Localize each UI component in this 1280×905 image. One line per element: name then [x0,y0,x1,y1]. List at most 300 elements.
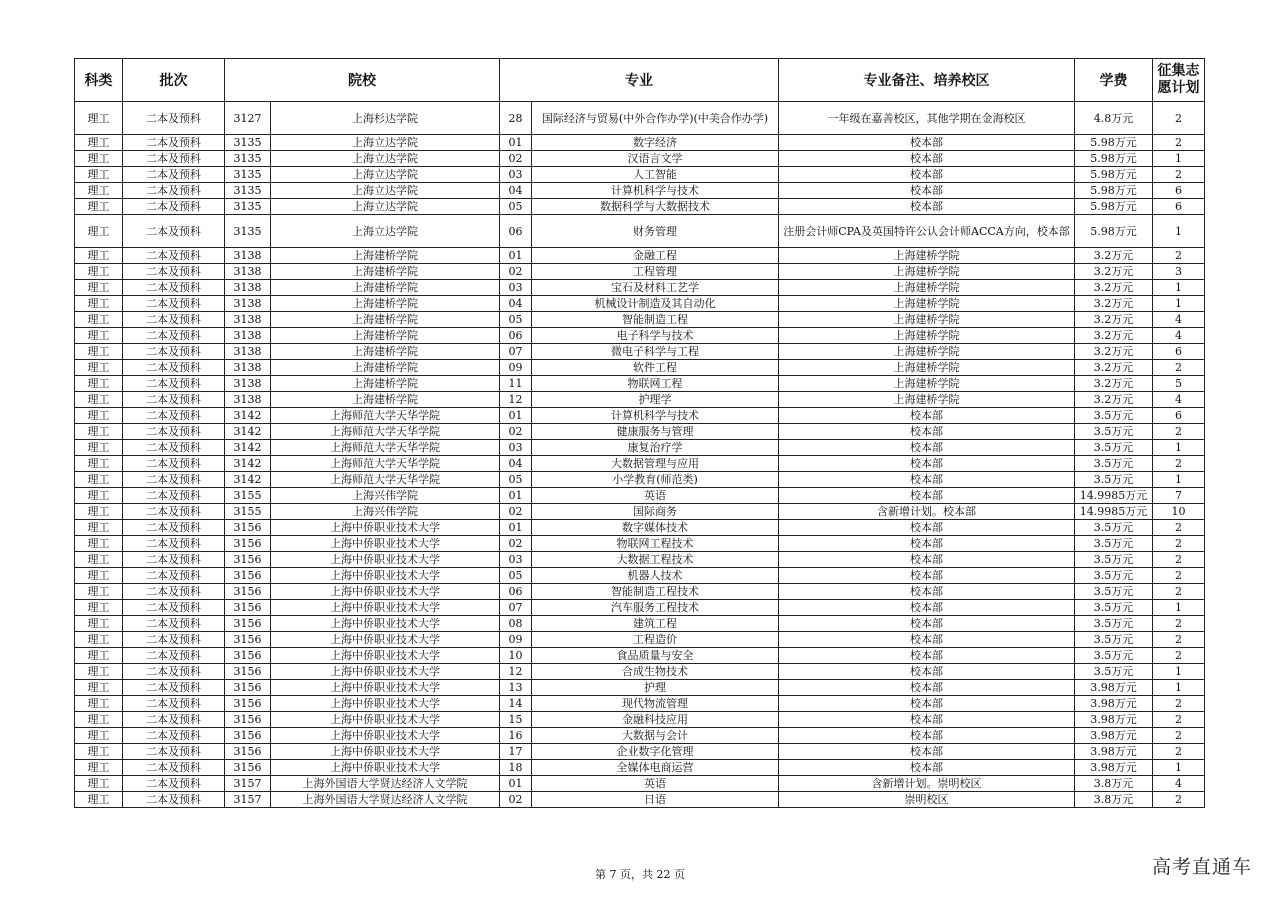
cell-major-name: 人工智能 [532,167,779,183]
cell-major-code: 09 [500,360,532,376]
cell-quota: 1 [1153,664,1205,680]
cell-major-notes: 校本部 [779,472,1075,488]
cell-major-notes: 校本部 [779,584,1075,600]
cell-quota: 1 [1153,472,1205,488]
cell-major-name: 微电子科学与工程 [532,344,779,360]
table-row [75,792,1205,808]
cell-tuition: 3.5万元 [1075,648,1153,664]
cell-major-code: 06 [500,584,532,600]
cell-major-code: 01 [500,135,532,151]
cell-major-code: 04 [500,456,532,472]
table-row [75,552,1205,568]
cell-school-code: 3156 [225,536,271,552]
cell-category: 理工 [75,296,123,312]
cell-school-code: 3156 [225,632,271,648]
cell-major-name: 现代物流管理 [532,696,779,712]
cell-category: 理工 [75,648,123,664]
cell-major-code: 15 [500,712,532,728]
cell-tuition: 3.5万元 [1075,424,1153,440]
cell-batch: 二本及预科 [123,167,225,183]
cell-major-notes: 校本部 [779,664,1075,680]
cell-quota: 2 [1153,248,1205,264]
cell-quota: 1 [1153,600,1205,616]
cell-quota: 4 [1153,776,1205,792]
cell-major-code: 02 [500,151,532,167]
cell-quota: 1 [1153,296,1205,312]
cell-school-name: 上海立达学院 [271,135,500,151]
cell-category: 理工 [75,102,123,135]
cell-batch: 二本及预科 [123,728,225,744]
table-row [75,264,1205,280]
cell-category: 理工 [75,664,123,680]
cell-school-code: 3155 [225,504,271,520]
cell-major-code: 02 [500,424,532,440]
cell-category: 理工 [75,312,123,328]
cell-school-name: 上海师范大学天华学院 [271,472,500,488]
cell-tuition: 3.2万元 [1075,296,1153,312]
cell-major-name: 智能制造工程技术 [532,584,779,600]
cell-major-code: 03 [500,167,532,183]
cell-category: 理工 [75,568,123,584]
cell-major-notes: 校本部 [779,183,1075,199]
cell-major-name: 建筑工程 [532,616,779,632]
cell-quota: 2 [1153,792,1205,808]
cell-major-notes: 校本部 [779,199,1075,215]
table-row [75,408,1205,424]
cell-major-name: 康复治疗学 [532,440,779,456]
cell-batch: 二本及预科 [123,520,225,536]
cell-tuition: 3.5万元 [1075,632,1153,648]
cell-category: 理工 [75,183,123,199]
table-row [75,360,1205,376]
table-row [75,424,1205,440]
cell-category: 理工 [75,248,123,264]
cell-batch: 二本及预科 [123,440,225,456]
cell-major-notes: 一年级在嘉善校区，其他学期在金海校区 [779,102,1075,135]
cell-major-notes: 上海建桥学院 [779,264,1075,280]
cell-tuition: 4.8万元 [1075,102,1153,135]
table-row [75,376,1205,392]
cell-major-name: 物联网工程 [532,376,779,392]
cell-tuition: 3.5万元 [1075,600,1153,616]
cell-school-code: 3135 [225,199,271,215]
cell-major-notes: 校本部 [779,632,1075,648]
cell-major-code: 05 [500,568,532,584]
cell-school-name: 上海中侨职业技术大学 [271,712,500,728]
cell-batch: 二本及预科 [123,568,225,584]
cell-major-code: 01 [500,248,532,264]
cell-major-name: 工程管理 [532,264,779,280]
cell-major-notes: 上海建桥学院 [779,248,1075,264]
cell-quota: 2 [1153,632,1205,648]
table-body [75,102,1205,808]
cell-category: 理工 [75,744,123,760]
cell-major-notes: 上海建桥学院 [779,392,1075,408]
cell-major-code: 08 [500,616,532,632]
table-row [75,199,1205,215]
cell-major-notes: 校本部 [779,488,1075,504]
cell-school-name: 上海师范大学天华学院 [271,408,500,424]
cell-batch: 二本及预科 [123,712,225,728]
table-row [75,183,1205,199]
cell-tuition: 3.2万元 [1075,248,1153,264]
cell-school-code: 3156 [225,680,271,696]
cell-major-name: 企业数字化管理 [532,744,779,760]
cell-major-notes: 含新增计划。崇明校区 [779,776,1075,792]
cell-major-notes: 校本部 [779,536,1075,552]
cell-category: 理工 [75,328,123,344]
cell-tuition: 3.98万元 [1075,680,1153,696]
cell-batch: 二本及预科 [123,584,225,600]
cell-tuition: 3.2万元 [1075,360,1153,376]
cell-major-code: 06 [500,328,532,344]
cell-quota: 2 [1153,712,1205,728]
cell-major-code: 01 [500,776,532,792]
page-footer: 第 7 页，共 22 页 [595,868,685,881]
cell-batch: 二本及预科 [123,376,225,392]
cell-school-code: 3156 [225,552,271,568]
cell-batch: 二本及预科 [123,616,225,632]
cell-batch: 二本及预科 [123,360,225,376]
table-row [75,776,1205,792]
watermark-logo: 高考直通车 [1151,856,1252,878]
cell-major-name: 食品质量与安全 [532,648,779,664]
header-major-notes: 专业备注、培养校区 [779,59,1075,102]
cell-major-name: 工程造价 [532,632,779,648]
cell-major-code: 05 [500,472,532,488]
cell-tuition: 3.2万元 [1075,328,1153,344]
cell-major-code: 02 [500,264,532,280]
cell-school-code: 3156 [225,520,271,536]
cell-school-code: 3138 [225,248,271,264]
cell-batch: 二本及预科 [123,408,225,424]
cell-tuition: 3.98万元 [1075,728,1153,744]
cell-school-code: 3138 [225,392,271,408]
table-row [75,296,1205,312]
cell-school-code: 3138 [225,376,271,392]
cell-school-code: 3138 [225,344,271,360]
cell-tuition: 3.5万元 [1075,616,1153,632]
cell-major-notes: 校本部 [779,712,1075,728]
table-row [75,632,1205,648]
cell-school-name: 上海建桥学院 [271,328,500,344]
cell-major-notes: 校本部 [779,456,1075,472]
cell-major-name: 大数据与会计 [532,728,779,744]
cell-major-name: 物联网工程技术 [532,536,779,552]
cell-quota: 2 [1153,424,1205,440]
cell-major-notes: 校本部 [779,552,1075,568]
cell-tuition: 3.5万元 [1075,568,1153,584]
cell-category: 理工 [75,504,123,520]
cell-tuition: 14.9985万元 [1075,488,1153,504]
cell-school-name: 上海立达学院 [271,199,500,215]
cell-school-code: 3157 [225,776,271,792]
cell-school-code: 3142 [225,472,271,488]
cell-school-code: 3156 [225,664,271,680]
cell-category: 理工 [75,151,123,167]
cell-tuition: 3.98万元 [1075,696,1153,712]
cell-batch: 二本及预科 [123,102,225,135]
cell-tuition: 3.5万元 [1075,408,1153,424]
cell-quota: 2 [1153,520,1205,536]
cell-school-code: 3156 [225,648,271,664]
cell-tuition: 3.5万元 [1075,456,1153,472]
cell-tuition: 3.5万元 [1075,440,1153,456]
table-row [75,584,1205,600]
cell-tuition: 5.98万元 [1075,215,1153,248]
cell-category: 理工 [75,408,123,424]
cell-tuition: 3.5万元 [1075,536,1153,552]
cell-school-name: 上海建桥学院 [271,248,500,264]
cell-school-code: 3135 [225,167,271,183]
cell-quota: 2 [1153,728,1205,744]
cell-tuition: 3.5万元 [1075,520,1153,536]
cell-major-code: 13 [500,680,532,696]
cell-major-name: 护理 [532,680,779,696]
cell-batch: 二本及预科 [123,199,225,215]
cell-batch: 二本及预科 [123,744,225,760]
table-row [75,712,1205,728]
cell-category: 理工 [75,360,123,376]
table-row [75,728,1205,744]
cell-major-notes: 上海建桥学院 [779,312,1075,328]
cell-category: 理工 [75,392,123,408]
cell-school-name: 上海中侨职业技术大学 [271,536,500,552]
cell-school-code: 3156 [225,616,271,632]
cell-school-name: 上海中侨职业技术大学 [271,664,500,680]
cell-tuition: 3.2万元 [1075,344,1153,360]
cell-tuition: 3.8万元 [1075,792,1153,808]
cell-quota: 2 [1153,696,1205,712]
cell-major-code: 11 [500,376,532,392]
cell-major-code: 28 [500,102,532,135]
cell-major-name: 机器人技术 [532,568,779,584]
cell-category: 理工 [75,264,123,280]
cell-quota: 2 [1153,102,1205,135]
cell-category: 理工 [75,728,123,744]
cell-major-name: 数据科学与大数据技术 [532,199,779,215]
cell-major-code: 04 [500,183,532,199]
cell-major-name: 金融科技应用 [532,712,779,728]
cell-major-name: 计算机科学与技术 [532,408,779,424]
cell-major-code: 12 [500,664,532,680]
cell-quota: 1 [1153,151,1205,167]
cell-quota: 6 [1153,344,1205,360]
cell-quota: 7 [1153,488,1205,504]
cell-major-notes: 校本部 [779,600,1075,616]
cell-major-code: 16 [500,728,532,744]
cell-category: 理工 [75,215,123,248]
cell-batch: 二本及预科 [123,600,225,616]
cell-major-name: 汽车服务工程技术 [532,600,779,616]
cell-school-code: 3156 [225,584,271,600]
cell-school-name: 上海中侨职业技术大学 [271,520,500,536]
cell-batch: 二本及预科 [123,151,225,167]
cell-quota: 1 [1153,280,1205,296]
cell-major-name: 护理学 [532,392,779,408]
cell-major-notes: 上海建桥学院 [779,376,1075,392]
cell-major-notes: 校本部 [779,760,1075,776]
cell-school-name: 上海中侨职业技术大学 [271,552,500,568]
cell-quota: 2 [1153,135,1205,151]
cell-tuition: 3.2万元 [1075,280,1153,296]
cell-major-name: 合成生物技术 [532,664,779,680]
cell-tuition: 3.5万元 [1075,472,1153,488]
cell-major-notes: 校本部 [779,135,1075,151]
cell-major-name: 数字经济 [532,135,779,151]
cell-major-notes: 校本部 [779,520,1075,536]
cell-category: 理工 [75,376,123,392]
cell-category: 理工 [75,680,123,696]
cell-major-notes: 校本部 [779,616,1075,632]
cell-major-notes: 校本部 [779,648,1075,664]
cell-quota: 4 [1153,312,1205,328]
header-major: 专业 [500,59,779,102]
cell-quota: 6 [1153,408,1205,424]
cell-major-name: 电子科学与技术 [532,328,779,344]
cell-quota: 4 [1153,392,1205,408]
cell-category: 理工 [75,760,123,776]
cell-tuition: 3.98万元 [1075,760,1153,776]
cell-tuition: 14.9985万元 [1075,504,1153,520]
table-row [75,520,1205,536]
cell-batch: 二本及预科 [123,536,225,552]
cell-batch: 二本及预科 [123,760,225,776]
cell-school-name: 上海师范大学天华学院 [271,440,500,456]
cell-school-name: 上海立达学院 [271,167,500,183]
cell-school-code: 3156 [225,744,271,760]
cell-school-name: 上海中侨职业技术大学 [271,600,500,616]
cell-school-name: 上海中侨职业技术大学 [271,616,500,632]
cell-batch: 二本及预科 [123,264,225,280]
cell-batch: 二本及预科 [123,424,225,440]
cell-school-name: 上海中侨职业技术大学 [271,728,500,744]
cell-quota: 1 [1153,760,1205,776]
table-row [75,102,1205,135]
table-row [75,648,1205,664]
cell-major-code: 04 [500,296,532,312]
cell-major-code: 01 [500,488,532,504]
cell-major-name: 日语 [532,792,779,808]
cell-major-code: 03 [500,280,532,296]
cell-major-code: 03 [500,440,532,456]
cell-school-code: 3135 [225,215,271,248]
cell-major-code: 01 [500,520,532,536]
cell-school-code: 3138 [225,264,271,280]
cell-school-name: 上海建桥学院 [271,280,500,296]
table-row [75,472,1205,488]
table-row [75,600,1205,616]
cell-quota: 4 [1153,328,1205,344]
cell-major-name: 大数据管理与应用 [532,456,779,472]
cell-batch: 二本及预科 [123,680,225,696]
cell-category: 理工 [75,600,123,616]
cell-major-name: 智能制造工程 [532,312,779,328]
cell-category: 理工 [75,472,123,488]
cell-category: 理工 [75,344,123,360]
cell-major-name: 软件工程 [532,360,779,376]
cell-school-name: 上海建桥学院 [271,376,500,392]
cell-major-code: 18 [500,760,532,776]
table-row [75,167,1205,183]
cell-major-name: 大数据工程技术 [532,552,779,568]
cell-school-name: 上海师范大学天华学院 [271,424,500,440]
cell-major-notes: 上海建桥学院 [779,296,1075,312]
cell-quota: 2 [1153,616,1205,632]
cell-batch: 二本及预科 [123,456,225,472]
cell-school-code: 3142 [225,424,271,440]
cell-quota: 2 [1153,167,1205,183]
cell-tuition: 3.98万元 [1075,712,1153,728]
cell-school-code: 3156 [225,728,271,744]
cell-school-code: 3156 [225,696,271,712]
cell-school-code: 3138 [225,328,271,344]
cell-major-code: 05 [500,312,532,328]
table-row [75,680,1205,696]
cell-quota: 2 [1153,584,1205,600]
cell-tuition: 3.2万元 [1075,264,1153,280]
cell-school-code: 3156 [225,600,271,616]
cell-quota: 5 [1153,376,1205,392]
cell-batch: 二本及预科 [123,696,225,712]
cell-batch: 二本及预科 [123,392,225,408]
cell-major-code: 14 [500,696,532,712]
cell-major-notes: 校本部 [779,744,1075,760]
cell-major-notes: 校本部 [779,728,1075,744]
cell-school-name: 上海立达学院 [271,151,500,167]
cell-batch: 二本及预科 [123,344,225,360]
cell-tuition: 3.8万元 [1075,776,1153,792]
cell-school-code: 3127 [225,102,271,135]
cell-quota: 6 [1153,199,1205,215]
cell-major-code: 07 [500,344,532,360]
cell-major-notes: 上海建桥学院 [779,280,1075,296]
cell-category: 理工 [75,488,123,504]
cell-school-code: 3142 [225,408,271,424]
cell-category: 理工 [75,520,123,536]
cell-school-code: 3135 [225,183,271,199]
table-row [75,536,1205,552]
cell-major-notes: 注册会计师CPA及英国特许公认会计师ACCA方向，校本部 [779,215,1075,248]
cell-batch: 二本及预科 [123,135,225,151]
cell-tuition: 5.98万元 [1075,183,1153,199]
cell-quota: 2 [1153,360,1205,376]
table-row [75,215,1205,248]
cell-category: 理工 [75,616,123,632]
cell-school-name: 上海建桥学院 [271,264,500,280]
cell-school-code: 3135 [225,135,271,151]
cell-batch: 二本及预科 [123,215,225,248]
cell-major-notes: 含新增计划。校本部 [779,504,1075,520]
cell-major-notes: 校本部 [779,424,1075,440]
cell-school-name: 上海中侨职业技术大学 [271,648,500,664]
table-row [75,312,1205,328]
cell-batch: 二本及预科 [123,280,225,296]
cell-quota: 2 [1153,744,1205,760]
cell-school-code: 3157 [225,792,271,808]
cell-major-name: 国际商务 [532,504,779,520]
cell-school-name: 上海兴伟学院 [271,488,500,504]
cell-quota: 2 [1153,456,1205,472]
header-tuition: 学费 [1075,59,1153,102]
cell-major-code: 03 [500,552,532,568]
cell-batch: 二本及预科 [123,664,225,680]
table-row [75,280,1205,296]
cell-major-notes: 校本部 [779,151,1075,167]
cell-school-name: 上海中侨职业技术大学 [271,680,500,696]
cell-category: 理工 [75,776,123,792]
table-row [75,328,1205,344]
